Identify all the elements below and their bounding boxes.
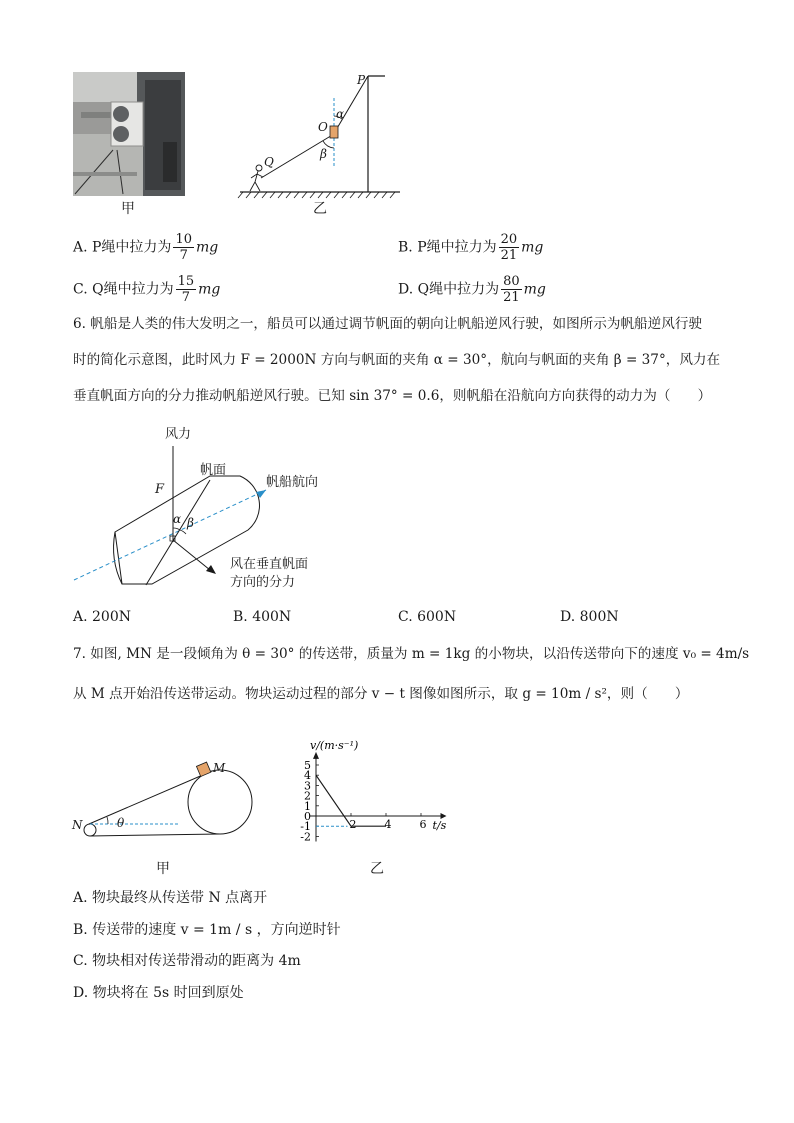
q5-option-b-text: B. P绳中拉力为 <box>398 239 497 256</box>
fraction: $\frac{10}{7}$ <box>175 232 192 263</box>
x-tick-label: 2 <box>349 818 357 831</box>
q5-option-c[interactable] <box>73 274 220 305</box>
perpendicular-component-label-1: 风在垂直帆面 <box>230 557 309 572</box>
y-tick-label: 3 <box>304 779 311 793</box>
point-q-label: Q <box>264 155 274 169</box>
x-tick-label: 4 <box>384 818 392 831</box>
q5-option-a[interactable] <box>73 232 218 263</box>
q6-stem-line2: 时的简化示意图，此时风力 F = 2000N 方向与帆面的夹角 α = 30°，航向与帆面的夹角 β = 37°，风力在 <box>73 352 721 368</box>
rope-diagram <box>235 68 405 208</box>
course-label: 帆船航向 <box>266 475 319 490</box>
q7-option-d[interactable]: D. 物块将在 5s 时回到原处 <box>73 985 244 1001</box>
y-tick-label: 1 <box>304 799 311 813</box>
figure-label-jia: 甲 <box>156 861 170 877</box>
y-tick-label: 5 <box>304 759 311 772</box>
figure-label-jia: 甲 <box>121 201 135 217</box>
point-n-label: N <box>72 818 83 832</box>
point-p-label: P <box>357 73 366 87</box>
velocity-time-chart <box>280 718 450 856</box>
fraction: $\frac{15}{7}$ <box>177 274 195 305</box>
y-tick-label: 0 <box>304 810 311 823</box>
figure-label-yi: 乙 <box>370 861 384 877</box>
q5-option-c-text: C. Q绳中拉力为 <box>73 281 174 298</box>
q5-option-b[interactable] <box>398 232 543 263</box>
angle-alpha-label: α <box>336 107 345 121</box>
q6-stem-line3: 垂直帆面方向的分力推动帆船逆风行驶。已知 sin 37° = 0.6，则帆船在沿航向方向获得的动力为（ ） <box>73 388 712 404</box>
conveyor-diagram <box>70 750 260 850</box>
unit-mg: mg <box>198 281 221 298</box>
q6-option-c[interactable]: C. 600N <box>398 609 457 625</box>
unit-mg: mg <box>523 281 546 298</box>
wind-force-label: 风力 <box>165 427 192 442</box>
q7-option-a[interactable]: A. 物块最终从传送带 N 点离开 <box>73 890 268 906</box>
q6-option-a[interactable]: A. 200N <box>73 609 131 625</box>
angle-alpha-label: α <box>173 512 182 526</box>
unit-mg: mg <box>521 239 544 256</box>
y-tick-label: 2 <box>304 789 311 803</box>
fraction: $\frac{20}{21}$ <box>500 232 518 263</box>
y-axis-arrow <box>313 752 319 759</box>
angle-beta-label: β <box>320 147 327 161</box>
point-m-label: M <box>213 761 226 775</box>
q5-option-d[interactable] <box>398 274 546 305</box>
q5-option-a-text: A. P绳中拉力为 <box>73 239 172 256</box>
figure-label-yi: 乙 <box>313 201 327 217</box>
angle-beta-label: β <box>187 516 194 530</box>
y-tick-label: -2 <box>300 830 311 844</box>
q7-stem-line2: 从 M 点开始沿传送带运动。物块运动过程的部分 v − t 图像如图所示，取 g = 10m / s²，则（ ） <box>73 686 689 702</box>
air-conditioner-photo <box>73 72 185 196</box>
q7-stem-line1: 7. 如图, MN 是一段倾角为 θ = 30° 的传送带，质量为 m = 1kg 的小物块，以沿传送带向下的速度 v₀ = 4m/s <box>73 646 750 662</box>
q6-option-b[interactable]: B. 400N <box>233 609 292 625</box>
q6-option-d[interactable]: D. 800N <box>560 609 619 625</box>
point-o-label: O <box>318 120 328 134</box>
y-tick-label: 4 <box>304 769 311 783</box>
y-tick-label: -1 <box>300 820 311 834</box>
q6-stem-line1: 6. 帆船是人类的伟大发明之一，船员可以通过调节帆面的朝向让帆船逆风行驶，如图所示为帆船逆风行驶 <box>73 316 703 332</box>
q5-option-d-text: D. Q绳中拉力为 <box>398 281 500 298</box>
x-axis-label: t/s <box>432 819 447 832</box>
fraction: $\frac{80}{21}$ <box>503 274 520 305</box>
x-tick-label: 6 <box>419 818 427 831</box>
q7-option-c[interactable]: C. 物块相对传送带滑动的距离为 4m <box>73 953 301 969</box>
force-f-label: F <box>155 482 165 497</box>
y-axis-label: v/(m·s⁻¹) <box>310 738 359 752</box>
sail-label: 帆面 <box>200 463 227 478</box>
unit-mg: mg <box>195 239 219 256</box>
q7-option-b[interactable]: B. 传送带的速度 v = 1m / s ，方向逆时针 <box>73 922 341 938</box>
perpendicular-component-label-2: 方向的分力 <box>230 575 296 590</box>
angle-theta-label: θ <box>117 816 125 830</box>
